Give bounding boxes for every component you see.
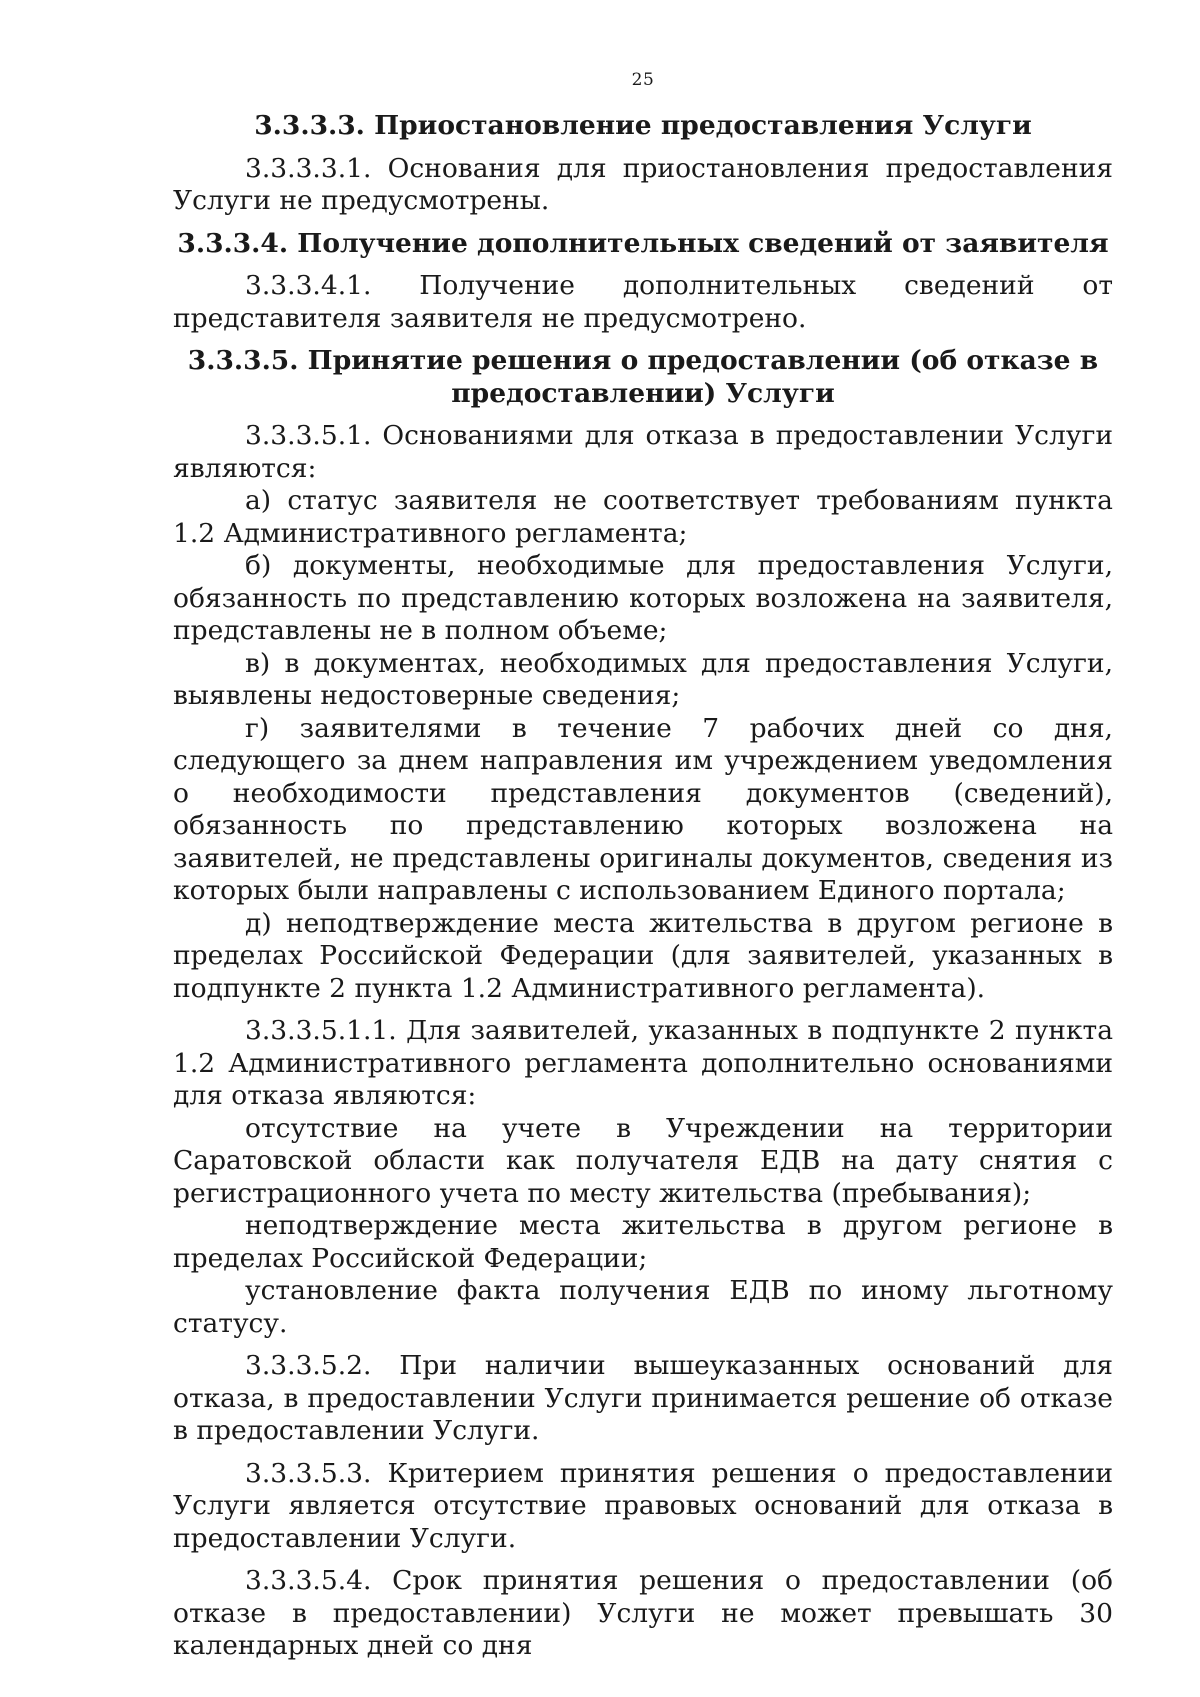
list-item-b: б) документы, необходимые для предоставления Услуги, обязанность по представлению которых возложена на заявителя, представлены не в полном объеме; [173, 550, 1113, 646]
section-heading-3-3-3-4: 3.3.3.4. Получение дополнительных сведений от заявителя [177, 227, 1109, 259]
sub-item-1: отсутствие на учете в Учреждении на территории Саратовской области как получателя ЕДВ на дату снятия с регистрационного учета по месту жительства (пребывания); [173, 1112, 1113, 1209]
paragraph-3-3-3-5-1: 3.3.3.5.1. Основаниями для отказа в предоставлении Услуги являются: [173, 420, 1113, 484]
page-number: 25 [631, 70, 655, 90]
sub-item-2: неподтверждение места жительства в другом регионе в пределах Российской Федерации; [173, 1210, 1113, 1274]
paragraph-3-3-3-5-4: 3.3.3.5.4. Срок принятия решения о предоставлении (об отказе в предоставлении) Услуги не может превышать 30 календарных дней со дня [173, 1565, 1113, 1661]
section-heading-3-3-3-3: 3.3.3.3. Приостановление предоставления Услуги [254, 110, 1032, 141]
paragraph-3-3-3-5-2: 3.3.3.5.2. При наличии вышеуказанных оснований для отказа, в предоставлении Услуги принимается решение об отказе в предоставлении Услуги. [173, 1350, 1113, 1446]
section-heading-3-3-3-5-line1: 3.3.3.5. Принятие решения о предоставлении (об отказе в [187, 345, 1099, 376]
section-heading-3-3-3-5 [173, 345, 1113, 410]
list-item-g: г) заявителями в течение 7 рабочих дней со дня, следующего за днем направления им учреждением уведомления о необходимости представления документов (сведений), обязанность по представлению которых возложена на заявителей, не представлены оригиналы документов, сведения из которых были направлены с использованием Единого портала; [173, 712, 1113, 906]
paragraph-3-3-3-5-3: 3.3.3.5.3. Критерием принятия решения о предоставлении Услуги является отсутствие правовых оснований для отказа в предоставлении Услуги. [173, 1457, 1113, 1554]
list-item-a: а) статус заявителя не соответствует требованиям пункта 1.2 Административного регламента; [173, 485, 1113, 549]
document-page [173, 70, 1113, 1663]
list-item-v: в) в документах, необходимых для предоставления Услуги, выявлены недостоверные сведения; [173, 647, 1113, 711]
section-heading-3-3-3-5-line2: предоставлении) Услуги [451, 377, 835, 409]
paragraph-3-3-3-5-1-1: 3.3.3.5.1.1. Для заявителей, указанных в подпункте 2 пункта 1.2 Административного регламента дополнительно основаниями для отказа являются: [173, 1015, 1113, 1111]
list-item-d: д) неподтверждение места жительства в другом регионе в пределах Российской Федерации (для заявителей, указанных в подпункте 2 пункта 1.2 Административного регламента). [173, 907, 1113, 1004]
paragraph-3-3-3-3-1: 3.3.3.3.1. Основания для приостановления предоставления Услуги не предусмотрены. [173, 152, 1113, 216]
paragraph-3-3-3-4-1: 3.3.3.4.1. Получение дополнительных сведений от представителя заявителя не предусмотрено. [173, 270, 1113, 334]
sub-item-3: установление факта получения ЕДВ по иному льготному статусу. [173, 1275, 1113, 1339]
